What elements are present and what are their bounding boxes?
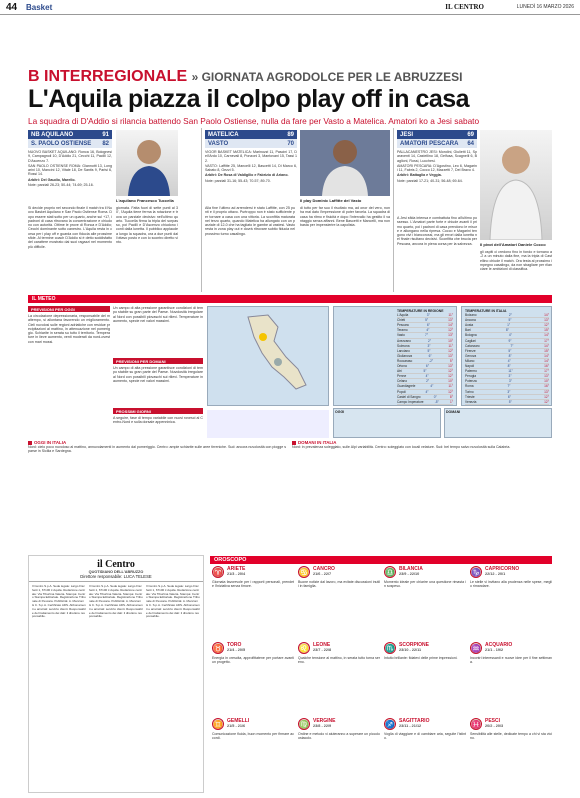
meteo-forecast <box>28 306 110 436</box>
sign-dates: 21/1 - 19/2 <box>485 648 504 652</box>
temp-row: Castel di Sangro 0° 8° <box>397 394 453 399</box>
temp-row: Trieste 6° 12° <box>465 394 549 399</box>
tomorrow-intro: Un campo di alta pressione garantisce condizioni di tempo stabile su gran parte del Paese. Nuvolosità irregolare al Nord con possibili piovaschi sui rilievi. Temperature in aumento, specie nei valori massimi. <box>113 306 203 323</box>
zodiac-icon: ♏ <box>385 644 395 653</box>
sign-name: GEMELLI <box>227 718 250 724</box>
forecast-text: La circolazione depressionaria, responsabile del maltempo, si allontana favorendo un miglioramento. Cieli nuvolosi sulle regioni adriatiche con residue precipitazioni al mattino, in attenuazione nel pomeriggio. Schiarite in serata su tutto il territorio. Temperature in lieve aumento, venti moderati da nord-ovest con mari mossi. <box>28 314 110 344</box>
sign-name: BILANCIA <box>399 566 423 572</box>
sign-capricorno <box>470 566 552 638</box>
map-oggi <box>207 306 329 406</box>
zodiac-icon: ♍ <box>299 720 309 729</box>
sign-dates: 21/3 - 20/4 <box>227 572 246 576</box>
scorebox-matelica <box>205 130 297 200</box>
masthead-subtitle: QUOTIDIANO DELL'ABRUZZO <box>88 570 144 574</box>
sign-dates: 23/7 - 22/8 <box>313 648 332 652</box>
sign-text: Momento ideale per chiarire una questione rimasta in sospeso. <box>384 580 466 589</box>
sign-dates: 23/9 - 22/10 <box>399 572 420 576</box>
caption-photo-2: Il play Dominic Laffitte del Vasto <box>300 198 362 203</box>
temp-row: Aosta 1° 12° <box>465 323 549 328</box>
temp-row: Catanzaro 7° 14° <box>465 343 549 348</box>
domani-text: Nord: in prevalenza soleggiato, sulle Alpi variabilità. Centro: soleggiato con locali velature. Sud: bel tempo salvo nuvolosità sulla Calabria. <box>292 445 511 449</box>
sign-dates: 20/2 - 20/3 <box>485 724 504 728</box>
score-away: S. PAOLO OSTIENSE 82 <box>28 139 112 148</box>
sign-scorpione <box>384 642 466 714</box>
sign-bilancia <box>384 566 466 638</box>
map-italia <box>461 306 552 406</box>
sign-name: PESCI <box>485 718 501 724</box>
temp-row: Popoli 4° 12° <box>397 389 453 394</box>
sign-text: Energia in crescita, approfittatene per portare avanti un progetto. <box>212 656 294 665</box>
column-divider <box>393 128 394 292</box>
boxscore-text: VIGOR BASKET MATELICA: Marinozzi 11, Pascini 17, Dell'Ardo 10, Carnevali 8, Ponzoni 3, Mantovani 15, Tassi 12. VASTO: Laffitte 25, Mancelli 12, Bascetti 14, Di Marco 6, Sabato 8, Gezzi 5. Arbitri: De Rosa di Valdigilio e Fabrizio di Ariano. Note: parziali 31-16; 55-43; 70-57; 89-70. <box>205 150 297 183</box>
temp-row: Bolzano 2° 14° <box>465 313 549 318</box>
masthead-title: il Centro <box>97 559 135 570</box>
map-regione <box>333 306 457 406</box>
temp-row: Perugia 3° 13° <box>465 374 549 379</box>
kicker-league: B INTERREGIONALE <box>28 68 188 85</box>
domani-italia <box>292 440 552 463</box>
tomorrow-text: Un campo di alta pressione garantisce condizioni di tempo stabile su gran parte del Paese. Nuvolosità irregolare al Nord con possibili piovaschi sui rilievi. Temperature in aumento, specie nei valori massimi. <box>113 366 203 383</box>
boxscore-text: PALLACANESTRO JESI: Mondini, Giulietti 11, Sparaventi 14, Castellino 18, Gelfusa, Scagnelli 6, Baglioni, Rossi, Lucchesi. AMATORI PESCARA: D'Agostino, Leo 6, Magarini 11, Fabris 2, Cocco 12, Mazzetti 7, Del Bravo 4. Arbitri: Battaglia e Veggia. Note: parziali 17-21; 40-31; 56-48; 69-64. <box>397 150 477 183</box>
score-home: JESI 69 <box>397 130 477 139</box>
temp-row: Palermo 11° 17° <box>465 369 549 374</box>
temp-row: Sulmona 3° 11° <box>397 343 453 348</box>
table-regione: TEMPERATURE IN REGIONE L'Aquila 3° 11° Chieti 5° 13° Pescara 6° 14° Teramo 4° 12° Vasto 7° 13° Avezzano 2° 10° Sulmona 3° 11° Lanciano 5° 12° Giulianova 6° 13° Roccaraso -2° 5° Ortona 6° 13° Atri 5° 12° Penne 4° 12° Celano 2° 10° Guardiagrele 4° 11° Popoli 4° 12° Castel di Sangro 0° 8° Campo Imperatore -5° 1° <box>397 309 453 404</box>
masthead-col-3: Il Centro S.p.A. Sede legale: Largo Fischetti 1, 67100 L'Aquila. Redazione centrale: Via Tiburtina Valeria. Stampa: Centro Stampa Editoriale. Registrazione Tribunale di Pescara. Pubblicità: A. Manzoni & C. S.p.A. Certificato ADS. Abbonamenti e arretrati: servizio clienti. Responsabile del trattamento dei dati: il direttore responsabile. <box>146 585 200 619</box>
sign-name: CAPRICORNO <box>485 566 520 572</box>
sign-vergine <box>298 718 380 790</box>
sign-name: ARIETE <box>227 566 246 572</box>
temp-row: Atri 5° 12° <box>397 369 453 374</box>
oggi-label: OGGI IN ITALIA <box>34 440 67 445</box>
page-header <box>0 0 580 15</box>
domani-label: DOMANI IN ITALIA <box>298 440 337 445</box>
zodiac-icon: ♐ <box>385 720 395 729</box>
sign-text: Giornata favorevole per i rapporti personali, prendete l'iniziativa senza timore. <box>212 580 294 589</box>
player-silhouette <box>300 130 390 196</box>
masthead-col-2: Il Centro S.p.A. Sede legale: Largo Fischetti 1, 67100 L'Aquila. Redazione centrale: Via Tiburtina Valeria. Stampa: Centro Stampa Editoriale. Registrazione Tribunale di Pescara. Pubblicità: A. Manzoni & C. S.p.A. Certificato ADS. Abbonamenti e arretrati: servizio clienti. Responsabile del trattamento dei dati: il direttore responsabile. <box>89 585 143 619</box>
temp-row: Ortona 6° 13° <box>397 364 453 369</box>
sign-name: TORO <box>227 642 242 648</box>
score-away: VASTO 70 <box>205 139 297 148</box>
article-col-3: Alla fine l'ultimo ad arrendersi è stato Laffitte, con 25 punti e il proprio ottavo. Purtroppo non è stato sufficiente per tornare a casa con una vittoria. La sconfitta maturata nel terzo quarto, quando Matelica ha allungato con un parziale di 12-0 che ha tagliato le gambe ai vastesi. Vasto resta in zona play out e dovrà ritrovare subito fiducia nel prossimo turno casalingo. <box>205 206 295 236</box>
section-label: Basket <box>26 3 53 12</box>
sign-dates: 23/11 - 21/12 <box>399 724 422 728</box>
temp-row: Torino 3° 13° <box>465 389 549 394</box>
sign-text: Qualche tensione al mattino, in serata tutto torna sereno. <box>298 656 380 665</box>
sign-text: Ordine e metodo vi aiuteranno a superare un piccolo ostacolo. <box>298 732 380 741</box>
player-silhouette <box>116 130 178 196</box>
sign-name: ACQUARIO <box>485 642 513 648</box>
temp-row: Chieti 5° 13° <box>397 318 453 323</box>
italy-map-today <box>208 307 328 405</box>
photo-tuccella <box>116 130 178 196</box>
article-deck: La squadra di D'Addio si rilancia battendo San Paolo Ostiense, nulla da fare per Vasto a Matelica. Amatori ko a Jesi sabato <box>28 116 480 126</box>
sign-text: Voglia di viaggiare e di cambiare aria, seguite l'istinto. <box>384 732 466 741</box>
scorebox-jesi <box>397 130 477 220</box>
mini-map-tomorrow: DOMANI <box>444 408 552 438</box>
temp-row: Firenze 5° 15° <box>465 348 549 353</box>
sign-text: Sensibilità alle stelle, dedicate tempo a chi vi sta vicino. <box>470 732 552 741</box>
sign-text: Incontri interessanti e nuove idee per il fine settimana. <box>470 656 552 665</box>
article-col-2: giornata. Fatta fuori di sette punti al 30', l'Aquila tiene ferma la rotazione e trova un parziale decisivo nell'ultimo quarto. Tuccella firma la tripla del sorpasso, poi Pacilli e D'Ascenzo chiudono i conti dalla lunetta. Il pubblico applaude a lungo la squadra, ora a due punti dall'ottavo posto e con lo scontro diretto vinto. <box>116 206 178 245</box>
zodiac-icon: ♎ <box>385 568 395 577</box>
sign-sagittario <box>384 718 466 790</box>
sign-leone <box>298 642 380 714</box>
zodiac-icon: ♊ <box>213 720 223 729</box>
photo-cocco <box>480 130 552 240</box>
tomorrow-title: PREVISIONI PER DOMANI <box>113 358 203 364</box>
article-col-5: A Jesi sfida intensa e combattuta fino all'ultimo possesso. L'Amatori parte forte e chiude avanti il primo quarto, poi i padroni di casa prendono le misure e allungano nella ripresa. Cocco e Magarini tengono vivi i biancorossi, ma gli errori dalla lunetta nel finale risultano decisivi. Sconfitta che brucia per Pescara, ancora in piena corsa per la salvezza. <box>397 216 477 246</box>
boxscore-text: NUOVO BASKET AQUILANO: Ronca 16, Bolognesi 9, Campagnoli 10, D'Addio 21, Cecchi 11, Pacilli 12, D'Ascenzo 7. SAN PAOLO OSTIENSE ROMA: Giannotti 13, Longarini 10, Mancini 12, Vitale 18, De Santis 9, Parisi 6, Rossi 14. Arbitri: Del Gaudio, Marello. Note: parziali 26-23; 50-44; 74-69; 25-16. <box>28 150 112 188</box>
zodiac-icon: ♓ <box>471 720 481 729</box>
temp-row: Teramo 4° 12° <box>397 328 453 333</box>
sign-dates: 23/10 - 22/11 <box>399 648 422 652</box>
zodiac-icon: ♌ <box>299 644 309 653</box>
photo-laffitte <box>300 130 390 196</box>
zodiac-icon: ♑ <box>471 568 481 577</box>
temp-row: Lanciano 5° 12° <box>397 348 453 353</box>
sign-dates: 21/6 - 22/7 <box>313 572 332 576</box>
sign-name: SCORPIONE <box>399 642 430 648</box>
sign-dates: 22/12 - 20/1 <box>485 572 506 576</box>
article-kicker <box>28 68 462 86</box>
sign-dates: 21/5 - 21/6 <box>227 724 246 728</box>
article-col-1: Si decide proprio nel secondo finale il match tra il Nuovo Basket Aquilano e San Paolo Ostiense Roma. Dopo essere stati sotto per un quarto, anche sul +17, i padroni di casa ritrovano la concentrazione e chiudono con autorità. Ottime le prove di Ronca e D'Addio; Cecchi dominante sotto canestro. L'Aquila resta in corsa per i play off e guarda con fiducia alle prossime sfide. Al termine coach D'Addio si è detto soddisfatto del carattere mostrato dai suoi ragazzi nel momento più difficile. <box>28 206 112 249</box>
oggi-italia <box>28 440 286 463</box>
meteo-header: IL METEO <box>28 295 552 303</box>
temp-row: Venezia 5° 12° <box>465 399 549 404</box>
kicker-subtitle: » GIORNATA AGRODOLCE PER LE ABRUZZESI <box>191 70 463 84</box>
article-headline: L'Aquila piazza il colpo play off in casa <box>28 85 470 113</box>
temp-row: Cagliari 9° 17° <box>465 338 549 343</box>
temp-row: Vasto 7° 13° <box>397 333 453 338</box>
zodiac-icon: ♒ <box>471 644 481 653</box>
sign-name: CANCRO <box>313 566 335 572</box>
masthead-col-1: Il Centro S.p.A. Sede legale: Largo Fischetti 1, 67100 L'Aquila. Redazione centrale: Via Tiburtina Valeria. Stampa: Centro Stampa Editoriale. Registrazione Tribunale di Pescara. Pubblicità: A. Manzoni & C. S.p.A. Certificato ADS. Abbonamenti e arretrati: servizio clienti. Responsabile del trattamento dei dati: il direttore responsabile. <box>32 585 86 619</box>
score-away: AMATORI PESCARA 64 <box>397 139 477 148</box>
temp-row: Bari 8° 15° <box>465 328 549 333</box>
temp-row: Roma 7° 16° <box>465 384 549 389</box>
oggi-text: Nord: cielo poco nuvoloso al mattino, annuvolamenti in aumento dal pomeriggio. Centro: ampie schiarite sulle aree tirreniche. Sud: ancora nuvolosità con piogge sparse in Sicilia e Sardegna. <box>28 445 286 454</box>
temp-row: Celano 2° 10° <box>397 379 453 384</box>
sign-text: Intuito brillante: fidatevi delle prime impressioni. <box>384 656 458 660</box>
sign-cancro <box>298 566 380 638</box>
sign-toro <box>212 642 294 714</box>
sign-gemelli <box>212 718 294 790</box>
sign-name: VERGINE <box>313 718 336 724</box>
zodiac-icon: ♋ <box>299 568 309 577</box>
article-col-4: di tutto per far suo il risultato ma, ad onor del vero, non ha mai dato l'impressione di poter farcela. La squadra di casa ha ritmo e fisicità e dopo l'intervallo ha gestito il vantaggio senza affanni. Bene Bascetti e Mancelli, ma non basta per impensierire la capolista. <box>300 206 390 228</box>
temp-row: Pescara 6° 14° <box>397 323 453 328</box>
caption-photo-3: Il pivot dell'Amatori Daniele Cocco <box>480 242 546 247</box>
caption-photo-1: L'aquilano Francesco Tuccella <box>116 198 174 203</box>
temp-row: Guardiagrele 4° 11° <box>397 384 453 389</box>
temp-row: Napoli 8° 16° <box>465 364 549 369</box>
zodiac-icon: ♈ <box>213 568 223 577</box>
temp-row: Avezzano 2° 10° <box>397 338 453 343</box>
sign-pesci <box>470 718 552 790</box>
score-home: NB AQUILANO 91 <box>28 130 112 139</box>
forecast-title: PREVISIONI PER OGGI <box>28 306 110 312</box>
temp-row: Potenza 3° 10° <box>465 379 549 384</box>
oroscopo-header: OROSCOPO <box>210 556 552 564</box>
masthead-box <box>28 555 204 793</box>
masthead-director: Direttore responsabile: LUCA TELESE <box>29 574 203 582</box>
temp-row: Penne 4° 12° <box>397 374 453 379</box>
player-silhouette <box>480 130 552 240</box>
sign-name: LEONE <box>313 642 331 648</box>
sign-dates: 23/8 - 22/9 <box>313 724 332 728</box>
column-divider <box>201 128 202 292</box>
paper-logo: IL CENTRO <box>445 3 484 11</box>
later-title: PROSSIMI GIORNI <box>113 408 203 414</box>
temp-row: Roccaraso -2° 5° <box>397 358 453 363</box>
sign-text: Buone notizie dal lavoro, ma evitate discussioni inutili in famiglia. <box>298 580 380 589</box>
sign-name: SAGITTARIO <box>399 718 430 724</box>
temp-row: Bologna 4° 14° <box>465 333 549 338</box>
sign-acquario <box>470 642 552 714</box>
page-number: 44 <box>6 2 18 13</box>
scorebox-aquila <box>28 130 112 214</box>
mini-maps <box>333 408 552 438</box>
temp-row: Giulianova 6° 13° <box>397 353 453 358</box>
score-home: MATELICA 89 <box>205 130 297 139</box>
temp-row: Campo Imperatore -5° 1° <box>397 399 453 404</box>
table-italia: TEMPERATURE IN ITALIA Bolzano 2° 14° Ancona 5° 13° Aosta 1° 12° Bari 8° 15° Bologna 4° 14° Cagliari 9° 17° Catanzaro 7° 14° Firenze 5° 15° Genova 8° 14° Milano 4° 14° Napoli 8° 16° Palermo 11° 17° Perugia 3° 13° Potenza 3° 10° Roma 7° 16° Torino 3° 13° Trieste 6° 12° Venezia 5° 12° <box>465 309 549 404</box>
map-strip <box>207 410 329 438</box>
sign-ariete <box>212 566 294 638</box>
later-text: A seguire, fase di tempo variabile con nuovi rovesci al Centro-Nord e sulla dorsale appenninica. <box>113 416 203 425</box>
mini-map-today: OGGI <box>333 408 441 438</box>
zodiac-icon: ♉ <box>213 644 223 653</box>
meteo-tomorrow <box>113 306 203 442</box>
oroscopo-grid <box>212 566 552 794</box>
temp-row: Milano 4° 14° <box>465 358 549 363</box>
temp-row: Genova 8° 14° <box>465 353 549 358</box>
temp-row: Ancona 5° 13° <box>465 318 549 323</box>
issue-date: LUNEDÌ 16 MARZO 2026 <box>516 4 574 10</box>
sign-dates: 21/4 - 20/5 <box>227 648 246 652</box>
temp-row: L'Aquila 3° 11° <box>397 313 453 318</box>
sign-text: Comunicazione fluida, buon momento per firmare accordi. <box>212 732 294 741</box>
sign-text: Le stelle vi invitano alla prudenza nelle spese, meglio rimandare. <box>470 580 552 589</box>
article-col-6: gli ospiti ci credono fino in fondo e tornano a -2 a un minuto dalla fine, ma la tripla di Castellino chiude il match. Ora testa al prossimo impegno casalingo, da non sbagliare per rilanciare le ambizioni di classifica. <box>480 250 552 272</box>
